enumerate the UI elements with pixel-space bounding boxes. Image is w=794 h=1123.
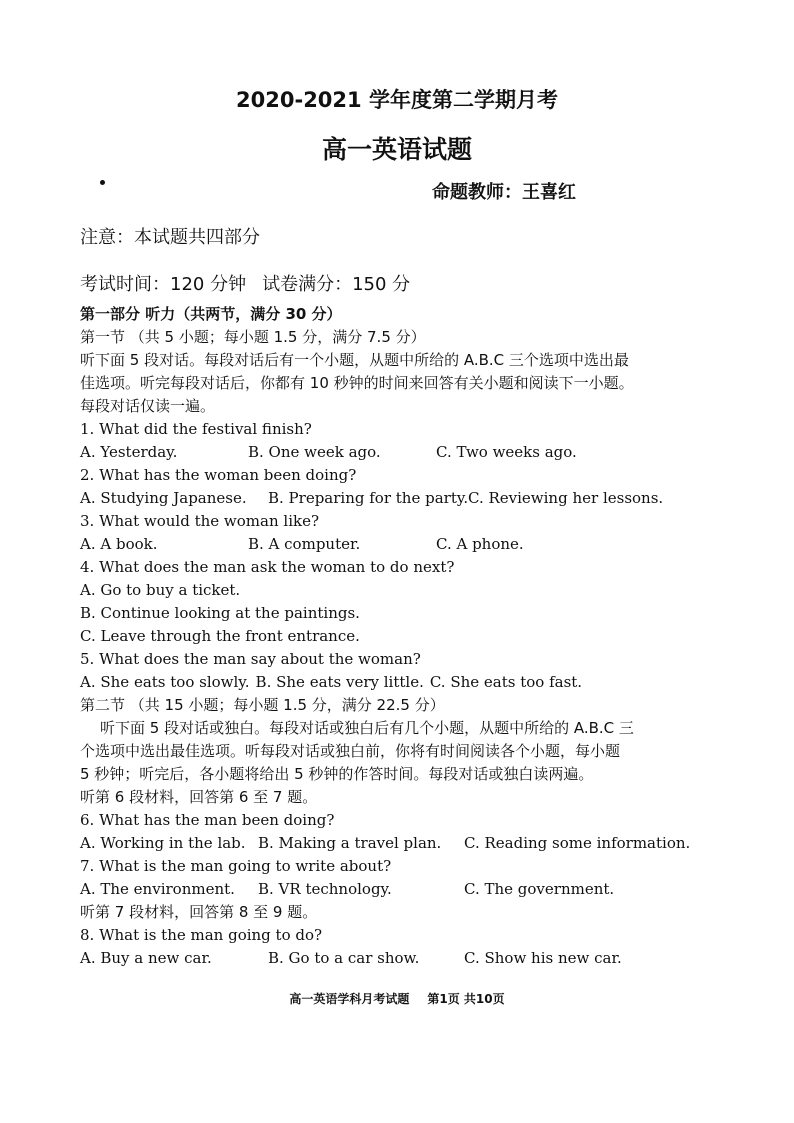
- section2-instructions-3: 5 秒钟；听完后，各小题将给出 5 秒钟的作答时间。每段对话或独白读两遍。: [80, 765, 594, 783]
- section1-heading: 第一节 （共 5 小题；每小题 1.5 分，满分 7.5 分）: [80, 328, 426, 346]
- option-a: A. A book.: [80, 535, 158, 553]
- exam-subject-title: 高一英语试题: [321, 135, 472, 164]
- section2-instructions-2: 个选项中选出最佳选项。听每段对话或独白前，你将有时间阅读各个小题，每小题: [80, 742, 621, 760]
- option-b: B. VR technology.: [258, 880, 392, 898]
- question-8-options: [80, 947, 740, 970]
- question-8: 8. What is the man going to do?: [80, 926, 323, 944]
- option-b: B. Preparing for the party.: [268, 489, 469, 507]
- question-6-options: [80, 832, 740, 855]
- page-footer: [0, 990, 794, 1007]
- section2-instructions-1: 听下面 5 段对话或独白。每段对话或独白后有几个小题，从题中所给的 A.B.C 三: [100, 719, 634, 737]
- option-c: C. The government.: [464, 880, 615, 898]
- question-7: 7. What is the man going to write about?: [80, 857, 392, 875]
- question-5-options: [80, 671, 740, 694]
- exam-time: 考试时间：120 分钟: [80, 274, 247, 295]
- option-a: A. She eats too slowly.: [80, 673, 250, 691]
- notice-line: 注意：本试题共四部分: [80, 227, 260, 248]
- option-a: A. Working in the lab.: [80, 834, 246, 852]
- option-a: A. Buy a new car.: [80, 949, 212, 967]
- exam-body: [80, 303, 740, 970]
- part1-heading: 第一部分 听力（共两节，满分 30 分）: [80, 305, 342, 323]
- footer-exam-name: 高一英语学科月考试题: [289, 992, 410, 1006]
- question-4: 4. What does the man ask the woman to do next?: [80, 558, 455, 576]
- option-b: B. One week ago.: [248, 443, 381, 461]
- question-1: 1. What did the festival finish?: [80, 420, 312, 438]
- option-c: C. Reviewing her lessons.: [468, 489, 664, 507]
- option-c: C. A phone.: [436, 535, 524, 553]
- option-b: B. A computer.: [248, 535, 361, 553]
- option-c: C. Show his new car.: [464, 949, 622, 967]
- question-2: 2. What has the woman been doing?: [80, 466, 357, 484]
- material-7-note: 听第 7 段材料，回答第 8 至 9 题。: [80, 903, 318, 921]
- option-c: C. Leave through the front entrance.: [80, 627, 360, 645]
- question-5: 5. What does the man say about the woman?: [80, 650, 421, 668]
- option-b: B. Go to a car show.: [268, 949, 420, 967]
- option-c: C. She eats too fast.: [429, 673, 583, 691]
- option-a: A. Yesterday.: [80, 443, 178, 461]
- option-b: B. She eats very little.: [255, 673, 424, 691]
- exam-year-title: 2020-2021 学年度第二学期月考: [236, 88, 558, 112]
- exam-full-score: 试卷满分：150 分: [262, 274, 411, 295]
- footer-page-number: 第1页 共10页: [427, 992, 505, 1006]
- option-c: C. Two weeks ago.: [436, 443, 577, 461]
- question-6: 6. What has the man been doing?: [80, 811, 335, 829]
- author-line: 命题教师：王喜红: [432, 182, 576, 203]
- section1-instructions-1: 听下面 5 段对话。每段对话后有一个小题，从题中所给的 A.B.C 三个选项中选出最: [80, 351, 629, 369]
- material-6-note: 听第 6 段材料，回答第 6 至 7 题。: [80, 788, 318, 806]
- question-3: 3. What would the woman like?: [80, 512, 319, 530]
- section2-heading: 第二节 （共 15 小题；每小题 1.5 分，满分 22.5 分）: [80, 696, 445, 714]
- option-c: C. Reading some information.: [464, 834, 691, 852]
- section1-instructions-3: 每段对话仅读一遍。: [80, 397, 216, 415]
- section1-instructions-2: 佳选项。听完每段对话后，你都有 10 秒钟的时间来回答有关小题和阅读下一小题。: [80, 374, 634, 392]
- bullet-dot: [100, 180, 105, 185]
- option-a: A. The environment.: [80, 880, 235, 898]
- option-b: B. Continue looking at the paintings.: [80, 604, 360, 622]
- option-a: A. Studying Japanese.: [80, 489, 247, 507]
- option-b: B. Making a travel plan.: [258, 834, 442, 852]
- question-3-options: [80, 533, 740, 556]
- question-7-options: [80, 878, 740, 901]
- exam-info-line: [80, 270, 410, 296]
- question-1-options: [80, 441, 740, 464]
- option-a: A. Go to buy a ticket.: [80, 581, 241, 599]
- question-2-options: [80, 487, 740, 510]
